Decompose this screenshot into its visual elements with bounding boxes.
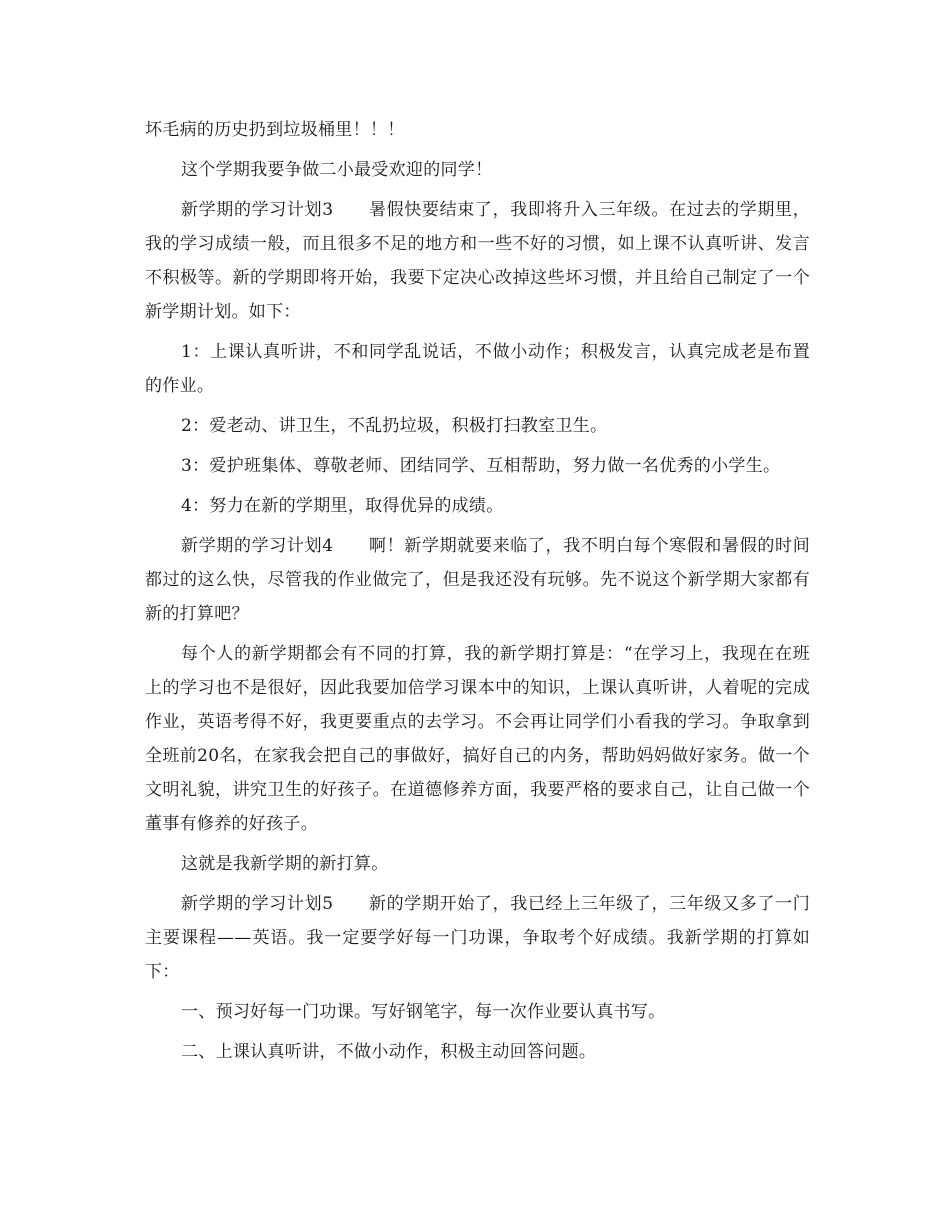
document-body <box>145 113 810 1075</box>
paragraph-5: 2：爱老动、讲卫生，不乱扔垃圾，积极打扫教室卫生。 <box>181 416 608 436</box>
paragraph-4: 1：上课认真听讲，不和同学乱说话，不做小动作；积极发言，认真完成老是布置的作业。 <box>145 342 810 396</box>
paragraph-12: 一、预习好每一门功课。写好钢笔字，每一次作业要认真书写。 <box>181 1002 666 1022</box>
paragraph-7: 4：努力在新的学期里，取得优异的成绩。 <box>181 496 504 516</box>
paragraph-3: 新学期的学习计划3 暑假快要结束了，我即将升入三年级。在过去的学期里，我的学习成绩一般，而且很多不足的地方和一些不好的习惯，如上课不认真听讲、发言不积极等。新的学期即将开始，我要下定决心改掉这些坏习惯，并且给自己制定了一个新学期计划。如下： <box>145 200 810 322</box>
paragraph-2: 这个学期我要争做二小最受欢迎的同学！ <box>181 160 493 180</box>
paragraph-13: 二、上课认真听讲，不做小动作，积极主动回答问题。 <box>181 1042 597 1062</box>
paragraph-11: 新学期的学习计划5 新的学期开始了，我已经上三年级了，三年级又多了一门主要课程——英语。我一定要学好每一门功课，争取考个好成绩。我新学期的打算如下： <box>145 894 810 982</box>
paragraph-1: 坏毛病的历史扔到垃圾桶里！！！ <box>145 120 405 140</box>
paragraph-10: 这就是我新学期的新打算。 <box>181 854 389 874</box>
paragraph-6: 3：爱护班集体、尊敬老师、团结同学、互相帮助，努力做一名优秀的小学生。 <box>181 456 781 476</box>
paragraph-9: 每个人的新学期都会有不同的打算，我的新学期打算是：“在学习上，我现在在班上的学习也不是很好，因此我要加倍学习课本中的知识，上课认真听讲，人着呢的完成作业，英语考得不好，我更要重点的去学习。不会再让同学们小看我的学习。争取拿到全班前20名，在家我会把自己的事做好，搞好自己的内务，帮助妈妈做好家务。做一个文明礼貌，讲究卫生的好孩子。在道德修养方面，我要严格的要求自己，让自己做一个董事有修养的好孩子。 <box>145 644 810 834</box>
paragraph-8: 新学期的学习计划4 啊！新学期就要来临了，我不明白每个寒假和暑假的时间都过的这么快，尽管我的作业做完了，但是我还没有玩够。先不说这个新学期大家都有新的打算吧？ <box>145 536 810 624</box>
